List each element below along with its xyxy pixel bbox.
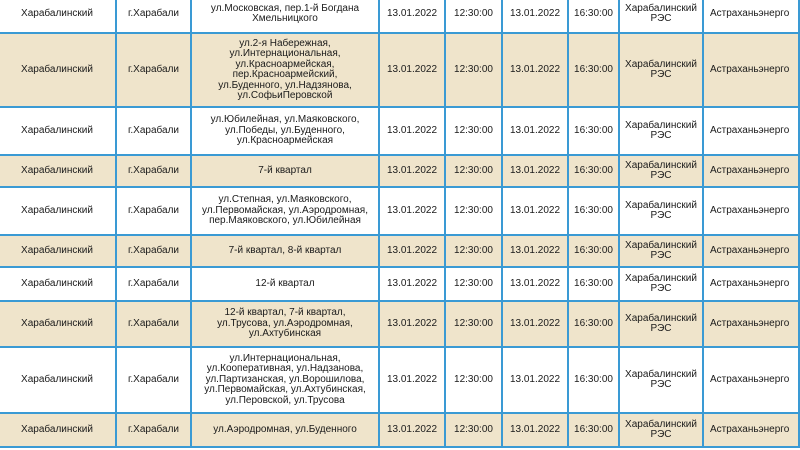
res-line: РЭС: [650, 323, 672, 334]
res-line: РЭС: [650, 283, 672, 294]
end-date-cell: 13.01.2022: [503, 302, 569, 348]
start-time-cell: 12:30:00: [446, 268, 503, 302]
res-line: Харабалинский: [625, 272, 697, 284]
end-date-cell: 13.01.2022: [503, 156, 569, 188]
res-line: Харабалинский: [625, 58, 697, 70]
end-date-cell: 13.01.2022: [503, 188, 569, 236]
end-date-cell: 13.01.2022: [503, 236, 569, 268]
end-date-cell: 13.01.2022: [503, 108, 569, 156]
streets-line: ул.Первомайская, ул.Аэродромная,: [201, 204, 368, 216]
district-cell: Харабалинский: [0, 302, 117, 348]
start-time-cell: 12:30:00: [446, 302, 503, 348]
streets-line: ул.Трусова, ул.Аэродромная,: [217, 317, 353, 329]
district-cell: Харабалинский: [0, 34, 117, 108]
table-row: [0, 34, 800, 108]
organization-cell: Астраханьэнерго: [704, 34, 800, 108]
table-row: [0, 348, 800, 414]
res-cell: [620, 188, 704, 236]
streets-cell: [192, 236, 380, 268]
res-cell: [620, 0, 704, 34]
organization-cell: Астраханьэнерго: [704, 188, 800, 236]
district-cell: Харабалинский: [0, 236, 117, 268]
start-time-cell: 12:30:00: [446, 236, 503, 268]
streets-line: ул.Аэродромная, ул.Буденного: [213, 423, 357, 435]
locality-cell: г.Харабали: [117, 414, 192, 448]
streets-line: ул.Первомайская, ул.Ахтубинская,: [204, 384, 366, 396]
res-line: Харабалинский: [625, 199, 697, 211]
end-date-cell: 13.01.2022: [503, 34, 569, 108]
res-line: Харабалинский: [625, 368, 697, 380]
district-cell: Харабалинский: [0, 156, 117, 188]
table-row: [0, 156, 800, 188]
streets-line: ул.Интернациональная,: [229, 352, 341, 364]
start-time-cell: 12:30:00: [446, 348, 503, 414]
table-row: [0, 236, 800, 268]
streets-line: ул.2-я Набережная,: [239, 37, 331, 49]
streets-line: ул.Интернациональная,: [229, 48, 341, 59]
end-time-cell: 16:30:00: [569, 108, 620, 156]
start-time-cell: 12:30:00: [446, 188, 503, 236]
streets-cell: [192, 108, 380, 156]
streets-cell: [192, 348, 380, 414]
end-time-cell: 16:30:00: [569, 348, 620, 414]
res-line: РЭС: [650, 13, 672, 24]
streets-cell: [192, 188, 380, 236]
start-date-cell: 13.01.2022: [380, 268, 446, 302]
streets-cell: [192, 156, 380, 188]
streets-cell: [192, 414, 380, 448]
locality-cell: г.Харабали: [117, 156, 192, 188]
streets-line: 7-й квартал: [258, 164, 312, 176]
streets-cell: [192, 268, 380, 302]
streets-line: ул.СофьиПеровской: [237, 90, 333, 101]
res-cell: [620, 34, 704, 108]
streets-line: ул.Степная, ул.Маяковского,: [218, 194, 352, 206]
res-line: РЭС: [650, 170, 672, 181]
locality-cell: г.Харабали: [117, 0, 192, 34]
table-row: [0, 268, 800, 302]
streets-line: ул.Ахтубинская: [248, 328, 322, 340]
table-row: [0, 302, 800, 348]
start-date-cell: 13.01.2022: [380, 34, 446, 108]
streets-cell: [192, 34, 380, 108]
res-line: Харабалинский: [625, 159, 697, 171]
end-date-cell: 13.01.2022: [503, 414, 569, 448]
res-cell: [620, 348, 704, 414]
organization-cell: Астраханьэнерго: [704, 236, 800, 268]
organization-cell: Астраханьэнерго: [704, 414, 800, 448]
organization-cell: Астраханьэнерго: [704, 108, 800, 156]
organization-cell: Астраханьэнерго: [704, 0, 800, 34]
end-date-cell: 13.01.2022: [503, 348, 569, 414]
streets-line: ул.Красноармейская,: [235, 58, 335, 70]
locality-cell: г.Харабали: [117, 302, 192, 348]
locality-cell: г.Харабали: [117, 348, 192, 414]
end-time-cell: 16:30:00: [569, 302, 620, 348]
end-time-cell: 16:30:00: [569, 236, 620, 268]
start-date-cell: 13.01.2022: [380, 108, 446, 156]
streets-line: пер.Маяковского, ул.Юбилейная: [209, 215, 361, 227]
district-cell: Харабалинский: [0, 188, 117, 236]
table-row: [0, 414, 800, 448]
end-time-cell: 16:30:00: [569, 414, 620, 448]
streets-line: 7-й квартал, 8-й квартал: [228, 244, 342, 256]
streets-cell: [192, 302, 380, 348]
res-cell: [620, 236, 704, 268]
start-date-cell: 13.01.2022: [380, 302, 446, 348]
locality-cell: г.Харабали: [117, 34, 192, 108]
district-cell: Харабалинский: [0, 0, 117, 34]
start-time-cell: 12:30:00: [446, 108, 503, 156]
res-cell: [620, 156, 704, 188]
res-line: РЭС: [650, 379, 672, 390]
locality-cell: г.Харабали: [117, 236, 192, 268]
organization-cell: Астраханьэнерго: [704, 348, 800, 414]
start-date-cell: 13.01.2022: [380, 0, 446, 34]
district-cell: Харабалинский: [0, 414, 117, 448]
start-date-cell: 13.01.2022: [380, 188, 446, 236]
locality-cell: г.Харабали: [117, 268, 192, 302]
organization-cell: Астраханьэнерго: [704, 156, 800, 188]
res-line: Харабалинский: [625, 312, 697, 324]
res-line: Харабалинский: [625, 239, 697, 251]
res-cell: [620, 414, 704, 448]
organization-cell: Астраханьэнерго: [704, 302, 800, 348]
res-line: Харабалинский: [625, 2, 697, 14]
res-line: РЭС: [650, 429, 672, 440]
res-cell: [620, 302, 704, 348]
start-date-cell: 13.01.2022: [380, 156, 446, 188]
start-date-cell: 13.01.2022: [380, 414, 446, 448]
res-line: РЭС: [650, 210, 672, 221]
streets-line: пер.Красноармейский,: [232, 69, 338, 80]
streets-line: 12-й квартал, 7-й квартал,: [224, 307, 346, 319]
start-time-cell: 12:30:00: [446, 34, 503, 108]
end-time-cell: 16:30:00: [569, 156, 620, 188]
start-time-cell: 12:30:00: [446, 414, 503, 448]
streets-line: 12-й квартал: [255, 277, 315, 289]
end-time-cell: 16:30:00: [569, 34, 620, 108]
start-time-cell: 12:30:00: [446, 156, 503, 188]
district-cell: Харабалинский: [0, 108, 117, 156]
streets-line: ул.Кооперативная, ул.Надзанова,: [206, 363, 364, 375]
res-line: РЭС: [650, 130, 672, 141]
organization-cell: Астраханьэнерго: [704, 268, 800, 302]
district-cell: Харабалинский: [0, 348, 117, 414]
end-date-cell: 13.01.2022: [503, 268, 569, 302]
end-time-cell: 16:30:00: [569, 188, 620, 236]
streets-cell: [192, 0, 380, 34]
streets-line: ул.Красноармейская: [236, 135, 334, 147]
start-date-cell: 13.01.2022: [380, 348, 446, 414]
res-line: Харабалинский: [625, 119, 697, 131]
table-row: [0, 188, 800, 236]
streets-line: ул.Перовской, ул.Трусова: [225, 394, 345, 406]
table-row: [0, 0, 800, 34]
end-time-cell: 16:30:00: [569, 0, 620, 34]
streets-line: ул.Юбилейная, ул.Маяковского,: [210, 114, 360, 126]
table-row: [0, 108, 800, 156]
res-cell: [620, 268, 704, 302]
streets-line: Хмельницкого: [252, 13, 318, 24]
streets-line: ул.Партизанская, ул.Ворошилова,: [205, 373, 365, 385]
end-date-cell: 13.01.2022: [503, 0, 569, 34]
locality-cell: г.Харабали: [117, 108, 192, 156]
start-date-cell: 13.01.2022: [380, 236, 446, 268]
streets-line: ул.Московская, пер.1-й Богдана: [210, 2, 360, 14]
res-line: РЭС: [650, 250, 672, 261]
res-line: РЭС: [650, 69, 672, 80]
res-line: Харабалинский: [625, 418, 697, 430]
streets-line: ул.Буденного, ул.Надзянова,: [218, 79, 352, 91]
streets-line: ул.Победы, ул.Буденного,: [225, 124, 345, 136]
start-time-cell: 12:30:00: [446, 0, 503, 34]
end-time-cell: 16:30:00: [569, 268, 620, 302]
res-cell: [620, 108, 704, 156]
district-cell: Харабалинский: [0, 268, 117, 302]
locality-cell: г.Харабали: [117, 188, 192, 236]
